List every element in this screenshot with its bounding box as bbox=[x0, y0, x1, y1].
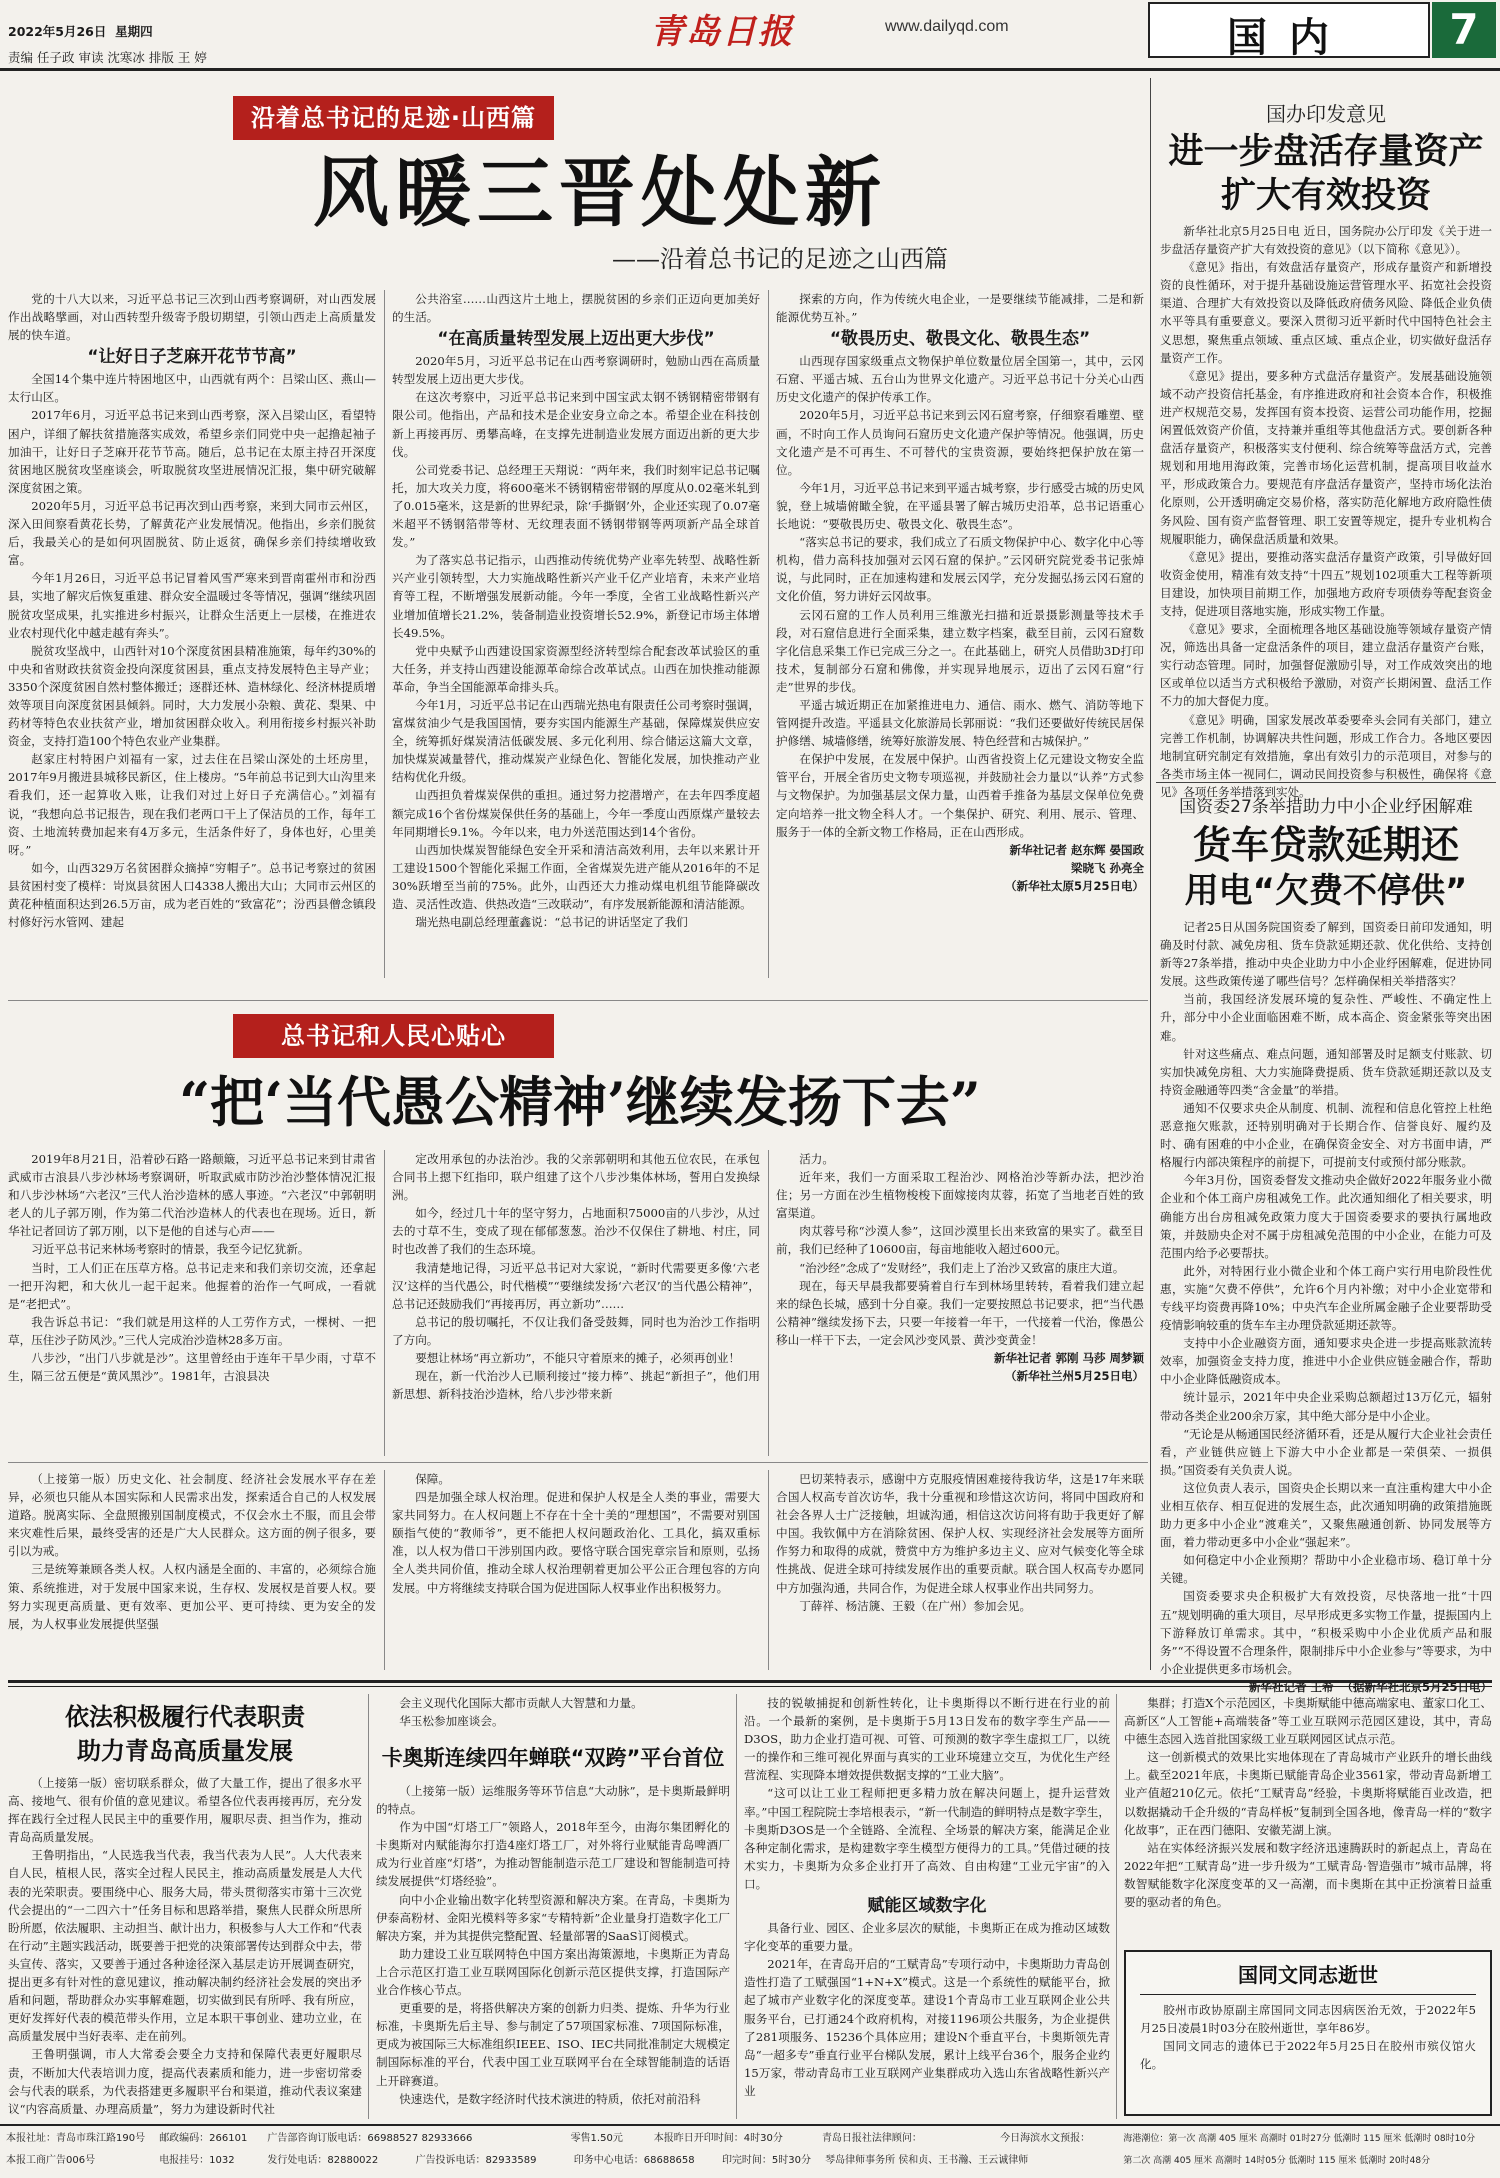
cont-c3-p1: 丁薛祥、杨洁篪、王毅（在广州）参加会见。 bbox=[799, 1598, 1032, 1613]
footer-address: 本报社址：青岛市珠江路190号 bbox=[6, 2133, 146, 2144]
l2-subhead: 赋能区域数字化 bbox=[867, 1896, 987, 1917]
feature2-headline: “把‘当代愚公精神’继续发扬下去” bbox=[179, 1070, 981, 1134]
lead-c1-p0: 党的十八大以来，习近平总书记三次到山西考察调研，对山西发展作出战略擘画，对山西转型升级寄予殷切期望，引领山西走上高质量发展的快车道。 bbox=[8, 292, 376, 343]
rm-p0: 记者25日从国务院国资委了解到，国资委日前印发通知，明确及时付款、减免房租、货车贷款延期还款、优化供给、支持创新等27条举措，推动中央企业助力中小企业纾困解难，促进协同发展。这些政策传递了哪些信号？怎样确保相关举措落实？ bbox=[1160, 920, 1492, 989]
lead-byline: 新华社记者 赵东辉 晏国政 bbox=[1009, 842, 1144, 857]
right-mid-kicker: 国资委27条举措助力中小企业纾困解难 bbox=[1179, 797, 1473, 817]
right-mid-headline-2: 用电“欠费不停供” bbox=[1184, 871, 1468, 911]
lead-subhead-3: “敬畏历史、敬畏文化、敬畏生态” bbox=[829, 329, 1091, 350]
l2-c3-p0: 集群；打造X个示范园区，卡奥斯赋能中德高端家电、董家口化工、高新区“人工智能+高端装备”等工业互联网示范园区建设，其中，青岛中德生态园入选首批国家级工业互联网园区试点示范。 bbox=[1124, 1696, 1492, 1747]
right-top-headline-2: 扩大有效投资 bbox=[1220, 176, 1431, 216]
lead-col1 bbox=[8, 290, 376, 978]
l2-c2-p3: 具备行业、园区、企业多层次的赋能，卡奥斯正在成为推动区域数字化变革的重要力量。 bbox=[744, 1921, 1110, 1954]
rm-p2: 针对这些痛点、难点问题，通知部署及时足额支付账款、切实加快减免房租、大力实施降费提质、货车贷款延期还款以及支持资金融通等四类“含金量”的举措。 bbox=[1160, 1046, 1492, 1097]
cont-c2-p1: 四是加强全球人权治理。促进和保护人权是全人类的事业，需要大家共同努力。在人权问题上不存在十全十美的“理想国”，不需要对别国颐指气使的“教师爷”，更不能把人权问题政治化、工具化，搞双重标准，以人权为借口干涉别国内政。要恪守联合国宪章宗旨和原则，弘扬全人类共同价值，推动全球人权治理朝着更加公平公正合理包容的方向发展。中方将继续支持联合国为促进国际人权事业作出积极努力。 bbox=[392, 1490, 760, 1595]
f2-c2-p5: 现在，新一代治沙人已顺利接过“接力棒”、挑起“新担子”，他们用新思想、新科技治沙造林，给八步沙带来新 bbox=[392, 1369, 760, 1402]
section-divider bbox=[8, 1000, 1148, 1001]
footer-postcode: 邮政编码：266101 bbox=[159, 2133, 248, 2144]
section-box bbox=[1148, 2, 1430, 61]
l2-c1-p1: 作为中国“灯塔工厂”领路人，2018年至今，由海尔集团孵化的卡奥斯对内赋能海尔打造4座灯塔工厂，对外将行业赋能青岛啤酒厂成为行业首座“灯塔”，为推动智能制造示范工厂建设和智能制造可持续发展提供“灯塔经验”。 bbox=[376, 1820, 730, 1889]
lead-c3-p0: 探索的方向，作为传统火电企业，一是要继续节能减排，二是和新能源优势互补。” bbox=[776, 292, 1144, 325]
footer-print-end: 印完时间：5时30分 bbox=[721, 2155, 812, 2166]
rm-p10: 如何稳定中小企业预期？帮助中小企业稳市场、稳订单十分关键。 bbox=[1160, 1553, 1492, 1586]
rt-p2: 《意见》提出，要多种方式盘活存量资产。发展基础设施领域不动产投资信托基金，有序推进政府和社会资本合作，积极推进产权规范交易，发挥国有资本投资、运营公司功能作用，挖掘闲置低效资产价值，支持兼并重组等其他盘活方式。要创新各种盘活存量资产，积极落实支付便利、综合统筹等盘活方式，完善规划和用地用海政策，完善市场化运营机制，提高项目收益水平，形成政策合力。要规范有序盘活存量资产，坚持市场化法治化原则，公开透明确定交易价格，落实防范化解地方政府隐性债务风险、国有资产监督管理、职工安置等规定，提升专业机构合规履职能力，确保盘活质量和效果。 bbox=[1160, 368, 1492, 546]
l2-c3-p2: 站在实体经济振兴发展和数字经济迅速腾跃时的新起点上，青岛在2022年把“工赋青岛”进一步升级为“工赋青岛·智造强市”城市品牌，将数智赋能数字化深度变革的又一高潮，而卡奥斯在其中正扮演着日益重要的驱动者的角色。 bbox=[1124, 1840, 1492, 1910]
f2-c2-p1: 如今，经过几十年的坚守努力，占地面积75000亩的八步沙，从过去的寸草不生，变成了现在郁郁葱葱。治沙不仅保住了耕地、村庄，同时也改善了我们的生态环境。 bbox=[392, 1206, 760, 1257]
lead-c3-p2: 山西现存国家级重点文物保护单位数量位居全国第一，其中，云冈石窟、平遥古城、五台山为世界文化遗产。习近平总书记十分关心山西历史文化遗产的保护传承工作。 bbox=[776, 354, 1144, 405]
f2-c3-p4: 现在，每天早晨我都要骑着自行车到林场里转转，看着我们建立起来的绿色长城，感到十分自豪。我们一定要按照总书记要求，把“当代愚公精神”继续发扬下去，只要一年接着一年干，一代接着一代治，像愚公移山一样干下去，一定会风沙变风景、黄沙变黄金！ bbox=[776, 1278, 1144, 1347]
f2-c2-p2: 我清楚地记得，习近平总书记对大家说，“新时代需要更多像‘六老汉’这样的当代愚公，时代楷模”“要继续发扬‘六老汉’的当代愚公精神”，总书记还鼓励我们“再接再厉，再立新功”…… bbox=[392, 1260, 760, 1311]
cont-col3 bbox=[776, 1470, 1144, 1670]
feature2-band: 总书记和人民心贴心 bbox=[233, 1014, 554, 1058]
section-divider bbox=[8, 1462, 1148, 1463]
right-top-body bbox=[1160, 222, 1492, 799]
f2-c2-p0: 定改用承包的办法治沙。我的父亲郭朝明和其他五位农民，在承包合同书上摁下红指印，联户组建了这个八步沙集体林场，誓用白发换绿洲。 bbox=[392, 1152, 760, 1203]
lead-c1-p2: 全国14个集中连片特困地区中，山西就有两个：吕梁山区、燕山—太行山区。 bbox=[8, 372, 376, 405]
rm-p8: “无论是从畅通国民经济循环看，还是从履行大企业社会责任看，产业链供应链上下游大中小企业都是一荣俱荣、一损俱损。”国资委有关负责人说。 bbox=[1160, 1426, 1492, 1477]
rm-p4: 今年3月份，国资委督发文推动央企做好2022年服务业小微企业和个体工商户房租减免工作。此次通知细化了相关要求，明确能方出台房租减免政策力度大于国资委要求的要执行属地政策，并鼓励央企对不属于房租减免范围的中小企业，在能力可及范围内给予必要帮扶。 bbox=[1160, 1173, 1492, 1260]
lead-c2-p6: 党中央赋予山西建设国家资源型经济转型综合配套改革试验区的重大任务，并支持山西建设能源革命综合改革试点。山西在加快推动能源革命，争当全国能源革命排头兵。 bbox=[392, 643, 760, 694]
lead-c2-p7: 今年1月，习近平总书记在山西瑞光热电有限责任公司考察时强调，富煤贫油少气是我国国情，要夯实国内能源生产基础，保障煤炭供应安全，统筹抓好煤炭清洁低碳发展、多元化利用、综合储运这篇大文章，加快煤炭减量替代，推动煤炭产业绿色化、智能化发展，加快推动产业结构优化升级。 bbox=[392, 697, 760, 785]
footer-rule bbox=[0, 2124, 1500, 2126]
col-divider bbox=[736, 1694, 737, 2119]
obituary-body bbox=[1126, 2001, 1490, 2073]
rt-p3: 《意见》提出，要推动落实盘活存量资产政策，引导做好回收资金使用，精准有效支持“十四五”规划102项重大工程等新项目建设，加快项目前期工作，加强地方政府专项债券等配套资金支持，促进项目落地实施，形成实物工作量。 bbox=[1160, 549, 1492, 618]
footer-row-2 bbox=[6, 2154, 1496, 2172]
footer-complaint: 广告投诉电话：82933589 bbox=[415, 2155, 537, 2166]
cont-c1-p1: 三是统筹兼顾各类人权。人权内涵是全面的、丰富的，必须综合施策、系统推进，对于发展中国家来说，生存权、发展权是首要人权。要努力实现更高质量、更有效率、更加公平、更可持续、更为安全的发展，为人权事业发展提供坚强 bbox=[8, 1562, 376, 1631]
f2-c1-p3: 我告诉总书记：“我们就是用这样的人工劳作方式，一棵树、一把草，压住沙子防风沙。”三代人完成治沙造林28多万亩。 bbox=[8, 1314, 376, 1347]
right-mid-body bbox=[1160, 918, 1492, 1676]
rm-p7: 统计显示，2021年中央企业采购总额超过13万亿元，辐射带动各类企业200余万家，其中绝大部分是中小企业。 bbox=[1160, 1390, 1492, 1423]
f2-dateline: （新华社兰州5月25日电） bbox=[1004, 1369, 1144, 1384]
cont-c3-p0: 巴切莱特表示，感谢中方克服疫情困难接待我访华，这是17年来联合国人权高专首次访华，我十分重视和珍惜这次访问，将同中国政府和社会各界人士广泛接触，坦诚沟通，相信这次访问将有助于我更好了解中国。我钦佩中方在消除贫困、保护人权、实现经济社会发展等方面所作努力和取得的成就，赞赏中方为维护多边主义、应对气候变化等全球性挑战、促进全球可持续发展作出的重要贡献。联合国人权高专办愿同中方加强沟通，共同合作，为促进全球人权事业作出共同努力。 bbox=[776, 1472, 1144, 1595]
right-column-divider bbox=[1150, 78, 1151, 1670]
local1-continued bbox=[376, 1694, 730, 1734]
lead-c3-p7: 平遥古城近期正在加紧推进电力、通信、雨水、燃气、消防等地下管网提升改造。平遥县文化旅游局长郭丽说：“我们还要做好传统民居保护修缮、城墙修缮，统筹好旅游发展、特色经营和古城保护。” bbox=[776, 697, 1144, 749]
right-mid-headline-1: 货车贷款延期还 bbox=[1192, 823, 1459, 867]
local2-col2 bbox=[744, 1694, 1110, 2119]
footer-license: 本报工商广告006号 bbox=[6, 2155, 96, 2166]
lead-col2 bbox=[392, 290, 760, 978]
f2-c1-p4: 八步沙，“出门八步就是沙”。这里曾经由于连年干旱少雨，寸草不生，隔三岔五便是“黄风黑沙”。1981年，古浪县决 bbox=[8, 1351, 376, 1384]
l1-cont-p0: 会主义现代化国际大都市贡献人大智慧和力量。 bbox=[399, 1696, 643, 1710]
footer-lawyers: 琴岛律师事务所 侯和贞、王书瀚、王云诚律师 bbox=[825, 2155, 1029, 2166]
obit-p0: 胶州市政协原副主席国同文同志因病医治无效，于2022年5月25日凌晨1时03分在胶州逝世，享年86岁。 bbox=[1140, 2003, 1476, 2036]
f2-c3-p3: “治沙经”念成了“发财经”，我们走上了治沙又致富的康庄大道。 bbox=[799, 1260, 1125, 1275]
f2-c2-p4: 要想让林场“再立新功”，不能只守着原来的摊子，必须再创业！ bbox=[415, 1351, 741, 1366]
section-divider bbox=[1156, 782, 1496, 783]
f2-c3-p1: 近年来，我们一方面采取工程治沙、网格治沙等新办法，把沙治住；另一方面在沙生植物梭梭下面嫁接肉苁蓉，拓宽了当地老百姓的致富渠道。 bbox=[776, 1170, 1144, 1221]
footer-price: 零售1.50元 bbox=[570, 2133, 623, 2144]
footer-print-center: 印务中心电话：68688658 bbox=[573, 2155, 695, 2166]
lead-c2-p2: 2020年5月，习近平总书记在山西考察调研时，勉励山西在高质量转型发展上迈出更大步伐。 bbox=[392, 354, 760, 387]
page-number-box bbox=[1432, 2, 1496, 58]
local-news-rule-thin bbox=[8, 1686, 1492, 1687]
obituary-title: 国同文同志逝世 bbox=[1238, 1963, 1378, 1987]
rt-p4: 《意见》要求，全面梳理各地区基础设施等领域存量资产情况，筛选出具备一定盘活条件的项目，建立盘活存量资产台账，实行动态管理。同时，加强督促激励引导，对工作成效突出的地区或单位以适当方式积极给予激励，对资产长期闲置、盘活工作不力的加大督促力度。 bbox=[1160, 622, 1492, 709]
l1-p0: （上接第一版）密切联系群众，做了大量工作，提出了很多水平高、接地气、很有价值的意见建议。希望各位代表再接再厉，充分发挥在践行全过程人民民主中的重要作用，履职尽责、担当作为，推动青岛高质量发展。 bbox=[8, 1776, 362, 1845]
l2-c2-p4: 2021年，在青岛开启的“工赋青岛”专项行动中，卡奥斯助力青岛创造性打造了工赋强国“1+N+X”模式。这是一个系统性的赋能平台，掀起了城市产业数字化的深度变革。建设1个青岛市工业互联网企业公共服务平台，已打通24个政府机构，对接1196项公共服务，为企业提供了281项服务、15236个具体应用；建设N个垂直平台，卡奥斯领先青岛“一超多专”垂直行业平台梯队发展，累计上线平台36个，服务企业约15万家，带动青岛市工业互联网产业集群成功入选山东省战略性新兴产业 bbox=[744, 1957, 1110, 2098]
website: www.dailyqd.com bbox=[885, 18, 1009, 35]
lead-c2-p3: 在这次考察中，习近平总书记来到中国宝武太钢不锈钢精密带钢有限公司。他指出，产品和技术是企业安身立命之本。希望企业在科技创新上再接再厉、勇攀高峰，在支撑先进制造业发展方面迈出新的更大步伐。 bbox=[392, 390, 760, 459]
f2-byline: 新华社记者 郭刚 马莎 周梦颖 bbox=[993, 1351, 1144, 1366]
rm-p5: 此外，对特困行业小微企业和个体工商户实行用电阶段性优惠，实施“欠费不停供”，允许6个月内补缴；对中小企业宽带和专线平均资费再降10%；中央汽车企业所属金融子企业要帮助受疫情影响较重的货车车主办理贷款延期还款等。 bbox=[1160, 1263, 1492, 1333]
cont-col1 bbox=[8, 1470, 376, 1670]
lead-headline: 风暖三晋处处新 bbox=[313, 148, 887, 237]
l1-p2: 王鲁明强调，市人大常委会要全力支持和保障代表更好履职尽责，不断加大代表培训力度，提高代表素质和能力，进一步密切常委会与代表的联系，为代表搭建更多履职平台和渠道，推动代表议案建议“内容高质量、办理高质量”，努力为建设新时代社 bbox=[8, 2047, 362, 2116]
l2-c1-p2: 向中小企业输出数字化转型资源和解决方案。在青岛，卡奥斯为伊泰高粉材、金阳光模料等多家“专精特新”企业量身打造数字化工厂解决方案，并为其提供完整配置、轻量部署的SaaS订阅模式。 bbox=[376, 1892, 730, 1943]
rt-p0: 新华社北京5月25日电 近日，国务院办公厅印发《关于进一步盘活存量资产扩大有效投资的意见》（以下简称《意见》）。 bbox=[1160, 224, 1492, 257]
right-top-kicker: 国办印发意见 bbox=[1266, 102, 1386, 126]
rm-p11: 国资委要求央企积极扩大有效投资，尽快落地一批“十四五”规划明确的重大项目，尽早形成更多实物工作量，提振国内上下游释放订单需求。其中，“积极采购中小企业优质产品和服务”“不得设置不合理条件，限制排斥中小企业参与”等要求，为中小企业提供更多市场机会。 bbox=[1160, 1589, 1492, 1676]
lead-c2-p10: 瑞光热电副总经理董鑫说：“总书记的讲话坚定了我们 bbox=[415, 915, 688, 930]
rm-p9: 这位负责人表示，国资央企长期以来一直注重构建大中小企业相互依存、相互促进的发展生态，此次通知明确的政策措施既助力更多中小企业“渡难关”，又聚焦融通创新、协同发展等方面，着力带动更多中小企业“强起来”。 bbox=[1160, 1480, 1492, 1550]
l2-c1-p3: 助力建设工业互联网特色中国方案出海策源地，卡奥斯正为青岛上合示范区打造工业互联网国际化创新示范区提供支撑，打造国际产业合作核心节点。 bbox=[376, 1946, 730, 1998]
lead-c3-p8: 在保护中发展，在发展中保护。山西省投资上亿元建设文物安全监管平台，开展全省历史文物专项巡视，并鼓励社会力量以“认养”方式参与文物保护。为加强基层文保力量，山西着手推备为基层文保单位免费定向培养一批文物全科人才。一个集保护、研究、利用、展示、管理、服务于一体的全新文物工作格局，正在山西形成。 bbox=[776, 752, 1144, 839]
lead-c2-p0: 公共浴室……山西这片土地上，摆脱贫困的乡亲们正迈向更加美好的生活。 bbox=[392, 292, 760, 325]
col-divider bbox=[1116, 1694, 1117, 2119]
cont-col2 bbox=[392, 1470, 760, 1670]
local1-headline-2: 助力青岛高质量发展 bbox=[77, 1737, 293, 1765]
lead-subhead-1: “让好日子芝麻开花节节高” bbox=[87, 347, 297, 368]
section-title: 国内 bbox=[1227, 14, 1351, 61]
right-top-headline-1: 进一步盘活存量资产 bbox=[1168, 132, 1484, 172]
paper-logo: 青岛日报 bbox=[650, 12, 794, 52]
col-divider bbox=[768, 1150, 769, 1456]
feature2-col1 bbox=[8, 1150, 376, 1456]
lead-c1-p5: 今年1月26日，习近平总书记冒着风雪严寒来到晋南霍州市和汾西县，实地了解灾后恢复重建、群众安全温暖过冬等情况，强调“继续巩固脱贫攻坚成果，扎实推进乡村振兴，让群众生活更上一层楼，在推进农业农村现代化中越走越有奔头”。 bbox=[8, 571, 376, 640]
feature2-col3 bbox=[776, 1150, 1144, 1456]
local1-headline-1: 依法积极履行代表职责 bbox=[65, 1703, 305, 1731]
lead-subhead-2: “在高质量转型发展上迈出更大步伐” bbox=[437, 329, 715, 350]
l2-c1-p0: （上接第一版）运维服务等环节信息“大动脉”，是卡奥斯最鲜明的特点。 bbox=[376, 1784, 730, 1817]
lead-c3-p5: “落实总书记的要求，我们成立了石质文物保护中心、数字化中心等机构，借力高科技加强对云冈石窟的保护。”云冈研究院党委书记张焯说，与此同时，正在加速构建和发展云冈学，充分发掘弘扬云冈石窟的文化价值，努力讲好云冈故事。 bbox=[776, 535, 1144, 604]
lead-c1-p6: 脱贫攻坚战中，山西针对10个深度贫困县精准施策，每年约30%的中央和省财政扶贫资金投向深度贫困县，重点支持发展特色主导产业；3350个深度贫困自然村整体搬迁；逐群还林、造林绿化、经济林提质增效等项目向深度贫困县倾斜。同时，大力发展小杂粮、黄花、梨果、中药材等特色农业扶贫产业，增加贫困群众收入。利用衔接乡村振兴补助资金，支持打造100个特色农业产业集群。 bbox=[8, 643, 376, 749]
col-divider bbox=[384, 290, 385, 978]
cont-c1-p0: （上接第一版）历史文化、社会制度、经济社会发展水平存在差异，必须也只能从本国实际和人民需求出发，探索适合自己的人权发展道路。脱离实际、全盘照搬别国制度模式，不仅会水土不服，而且会带来灾难性后果，最终受害的还是广大人民群众。这方面的例子很多，要引以为戒。 bbox=[8, 1472, 376, 1559]
page-number: 7 bbox=[1449, 5, 1479, 54]
lead-c1-p3: 2017年6月，习近平总书记来到山西考察，深入吕梁山区，看望特困户，详细了解扶贫措施落实成效，希望乡亲们同党中央一起撸起袖子加油干，让好日子芝麻开花节节高。随后，总书记在太原主持召开深度贫困地区脱贫攻坚座谈会，听取脱贫攻坚进展情况汇报，集中研究破解深度贫困之策。 bbox=[8, 408, 376, 495]
local1-body bbox=[8, 1774, 362, 2119]
footer-legal-label: 青岛日报社法律顾问： bbox=[821, 2133, 922, 2144]
l2-c3-p1: 这一创新模式的效果比实地体现在了青岛城市产业跃升的增长曲线上。截至2021年底，卡奥斯已赋能青岛企业3561家，带动青岛新增工业产值超210亿元。依托“工赋青岛”经验，卡奥斯将赋能百业改造，把以数据撬动千企升级的“青岛样板”复制到全国各地，像青岛一样的“数字化故事”，正在西门德阳、安徽芜湖上演。 bbox=[1124, 1750, 1492, 1837]
rm-p6: 支持中小企业融资方面，通知要求央企进一步提高账款流转效率，加强资金支持力度，推进中小企业供应链金融合作，帮助中小企业降低融资成本。 bbox=[1160, 1336, 1492, 1387]
l2-c1-p5: 快速迭代，是数字经济时代技术演进的特质，依托对前沿科 bbox=[399, 2091, 701, 2106]
local2-col3 bbox=[1124, 1694, 1492, 1934]
l1-p1: 王鲁明指出，“人民选我当代表，我当代表为人民”。人大代表来自人民，植根人民，落实全过程人民民主，推动高质量发展是人大代表的光荣职责。要围绕中心、服务大局，带头贯彻落实市第十三次党代会提出的“一二四六十”任务目标和思路举措，聚焦人民群众所思所盼所愿，依法履职、主动担当、献计出力，积极参与人大工作和“代表在行动”主题实践活动，既要善于把党的决策部署传达到群众中去，带头宣传、落实，又要善于通过各种途径深入基层走访开展调查研究，提出更多有针对性的意见建议，推动解决制约经济社会发展的突出矛盾和问题，帮助群众办实事解难题，切实做到民有所呼、我有所应，更好发挥好代表的模范带头作用，立足本职干事创业、建功立业，在高质量发展中当好表率、走在前列。 bbox=[8, 1848, 362, 2044]
rt-p5: 《意见》明确，国家发展改革委要牵头会同有关部门，建立完善工作机制，协调解决共性问题，形成工作合力。各地区要因地制宜研究制定有效措施，拿出有效引力的示范项目，对参与的各类市场主体一视同仁，调动民间投资参与积极性，确保将《意见》各项任务举措落到实处。 bbox=[1160, 712, 1492, 799]
obit-p1: 国同文同志的遗体已于2022年5月25日在胶州市殡仪馆火化。 bbox=[1140, 2039, 1476, 2072]
footer-row-1 bbox=[6, 2132, 1496, 2150]
date-line: 2022年5月26日 星期四 bbox=[8, 24, 153, 39]
cont-c2-p0: 保障。 bbox=[415, 1472, 450, 1486]
f2-c3-p2: 肉苁蓉号称“沙漠人参”，这回沙漠里长出来致富的果实了。截至目前，我们已经种了10600亩，每亩地能收入超过600元。 bbox=[776, 1224, 1144, 1257]
footer-ad-phone: 广告部咨询订版电话：66988527 82933666 bbox=[267, 2133, 473, 2144]
rm-p3: 通知不仅要求央企从制度、机制、流程和信息化管控上杜绝恶意拖欠账款，还特别明确对于长期合作、信誉良好、履约及时、确有困难的中小企业，在确保资金安全、对方书面申请，严格履行内部决策程序的前提下，可提前支付或预付部分账款。 bbox=[1160, 1100, 1492, 1170]
col-divider bbox=[384, 1470, 385, 1670]
lead-c2-p8: 山西担负着煤炭保供的重担。通过努力挖潜增产，在去年四季度超额完成16个省份煤炭保供任务的基础上，今年一季度山西原煤产量较去年同期增长9.1%。今年以来，电力外送范围达到14个省份。 bbox=[392, 788, 760, 839]
lead-c2-p9: 山西加快煤炭智能绿色安全开采和清洁高效利用，去年以来累计开工建设1500个智能化采掘工作面，全省煤炭先进产能从2016年的不足30%跃增至当前的75%。此外，山西还大力推动煤电机组节能降碳改造、灵活性改造、供热改造“三改联动”，有序发展新能源和清洁能源。 bbox=[392, 842, 760, 911]
lead-c2-p5: 为了落实总书记指示，山西推动传统优势产业率先转型、战略性新兴产业引领转型，大力实施战略性新兴产业千亿产业培育，未来产业培育等工程，不断增强发展新动能。今年一季度，全省工业战略性新兴产业增加值增长21.2%，装备制造业投资增长52.9%，新登记市场主体增长49.5%。 bbox=[392, 553, 760, 640]
footer-tide-2: 第二次 高潮 405 厘米 高潮时 14时05分 低潮时 115 厘米 低潮时 20时48分 bbox=[1123, 2156, 1431, 2166]
lead-col3 bbox=[776, 290, 1144, 978]
lead-c3-p3: 2020年5月，习近平总书记来到云冈石窟考察，仔细察看雕塑、壁画，不时向工作人员询问石窟历史文化遗产保护等情况。他强调，历史文化遗产是不可再生、不可替代的宝贵资源，要始终把保护放在第一位。 bbox=[776, 408, 1144, 477]
l2-c1-p4: 更重要的是，将搭供解决方案的创新力归类、提炼、升华为行业标准，卡奥斯先后主导、参与制定了57项国家标准、7项国际标准，更成为被国际三大标准组织IEEE、ISO、IEC共同批准制定大规模定制国际标准的平台，代表中国工业互联网平台在全球智能制造的话语上开辟赛道。 bbox=[376, 2001, 730, 2088]
l2-c2-p1: “这可以让工业工程师把更多精力放在解决问题上，提升运营效率。”中国工程院院士李培根表示，“新一代制造的鲜明特点是数字孪生，卡奥斯D3OS是一个全链路、全流程、全场景的解决方案，能满足企业各种定制化需求，是构建数字孪生模型方便得力的工具。”凭借过硬的技术实力，卡奥斯为众多企业打开了高效、自由构建“工业元宇宙”的入口。 bbox=[744, 1786, 1110, 1891]
footer-telegraph: 电报挂号：1032 bbox=[159, 2155, 235, 2166]
col-divider bbox=[768, 1470, 769, 1670]
lead-c3-p6: 云冈石窟的工作人员利用三维激光扫描和近景摄影测量等技术手段，对石窟信息进行全面采集，建立数字档案，截至目前，云冈石窟数字化信息采集工作已完成三分之一。在此基础上，研究人员借助3D打印技术，复制部分石窟和佛像，并实现异地展示，迈出了云冈石窟“行走”世界的步伐。 bbox=[776, 607, 1144, 694]
lead-byline-2: 梁晓飞 孙亮全 bbox=[1070, 860, 1144, 875]
staff-line: 责编 任子政 审读 沈寒冰 排版 王 婷 bbox=[8, 50, 207, 65]
l1-cont-p1: 华玉松参加座谈会。 bbox=[399, 1714, 504, 1729]
rt-p1: 《意见》指出，有效盘活存量资产，形成存量资产和新增投资的良性循环，对于提升基础设施运营管理水平、拓宽社会投资渠道、合理扩大有效投资以及降低政府债务风险、降低企业负债水平等具有重要意义。要深入贯彻习近平新时代中国特色社会主义思想，聚焦重点领域、重点区域、重点企业，切实做好盘活存量资产工作。 bbox=[1160, 260, 1492, 365]
lead-dateline: （新华社太原5月25日电） bbox=[1004, 878, 1144, 893]
footer-tide-1: 海港潮位：第一次 高潮 405 厘米 高潮时 01时27分 低潮时 115 厘米 低潮时 08时10分 bbox=[1123, 2134, 1476, 2144]
masthead-rule bbox=[0, 68, 1500, 71]
f2-c2-p3: 总书记的殷切嘱托，不仅让我们备受鼓舞，同时也为治沙工作指明了方向。 bbox=[392, 1314, 760, 1347]
local-news-rule bbox=[8, 1680, 1492, 1683]
feature2-col2 bbox=[392, 1150, 760, 1456]
l2-c2-p0: 技的锐敏捕捉和创新性转化，让卡奥斯得以不断行进在行业的前沿。一个最新的案例，是卡奥斯于5月13日发布的数字孪生产品——D3OS，助力企业打造可视、可管、可预测的数字孪生虚拟工厂，以统一的操作和三维可视化界面与真实的工业环境建立交互，为优化生产经营流程、实现降本增效提供数据支撑的“工业大脑”。 bbox=[744, 1696, 1110, 1783]
col-divider bbox=[368, 1694, 369, 2119]
lead-c1-p7: 赵家庄村特困户刘福有一家，过去住在吕梁山深处的土坯房里，2017年9月搬进县城移民新区，住上楼房。“5年前总书记到大山沟里来看我们，还一起算收入账，让我们对过上好日子充满信心。”刘福有说，“我想向总书记报告，现在我们老两口干上了保洁员的工作，每年工资、土地流转费加起来有4万多元，生活条件好了，身体也好，心里美呀。” bbox=[8, 752, 376, 857]
lead-band: 沿着总书记的足迹·山西篇 bbox=[233, 96, 554, 140]
local2-headline: 卡奥斯连续四年蝉联“双跨”平台首位 bbox=[381, 1746, 725, 1770]
lead-subhead: ——沿着总书记的足迹之山西篇 bbox=[612, 245, 948, 273]
lead-c2-p4: 公司党委书记、总经理王天翔说：“两年来，我们时刻牢记总书记嘱托，加大攻关力度，将600毫米不锈钢精密带钢的厚度从0.02毫米轧到了0.015毫米，这是新的世界纪录，除‘手撕钢’外，企业还实现了0.07毫米超平不锈钢箔带等材、无纹理表面不锈钢带钢等两项新产品全球首发。” bbox=[392, 462, 760, 550]
rm-p1: 当前，我国经济发展环境的复杂性、严峻性、不确定性上升，部分中小企业面临困难不断，成本高企、资金紧张等突出困难。 bbox=[1160, 992, 1492, 1043]
lead-c3-p4: 今年1月，习近平总书记来到平遥古城考察，步行感受古城的历史风貌，登上城墙俯瞰全貌，在平遥县署了解古城历史沿革，总书记语重心长地说：“要敬畏历史、敬畏文化、敬畏生态”。 bbox=[776, 480, 1144, 532]
col-divider bbox=[384, 1150, 385, 1456]
f2-c3-p0: 活力。 bbox=[799, 1152, 834, 1166]
footer-tide-label: 今日海滨水文预报： bbox=[1000, 2133, 1091, 2144]
f2-c1-p1: 习近平总书记来林场考察时的情景，我至今记忆犹新。 bbox=[31, 1242, 310, 1257]
col-divider bbox=[768, 290, 769, 978]
f2-c1-p2: 当时，工人们正在压草方格。总书记走来和我们亲切交流，还拿起一把开沟耙，和大伙儿一起干起来。他握着的治作一气呵成，一看就是“老把式”。 bbox=[8, 1260, 376, 1311]
footer-distribution: 发行处电话：82880022 bbox=[267, 2155, 379, 2166]
local2-col1 bbox=[376, 1782, 730, 2119]
masthead bbox=[0, 0, 1500, 78]
footer-print-start: 本报昨日开印时间：4时30分 bbox=[653, 2133, 783, 2144]
f2-c1-p0: 2019年8月21日，沿着砂石路一路颠簸，习近平总书记来到甘肃省武威市古浪县八步沙林场考察调研，听取武威市防沙治沙整体情况汇报和八步沙林场“六老汉”三代人治沙造林的感人事迹。“六老汉”中郭朝明老人的儿子郭万刚，作为第二代治沙造林人的代表也在现场。近日，新华社记者回访了郭万刚，以下是他的自述与心声—— bbox=[8, 1152, 376, 1239]
lead-c1-p4: 2020年5月，习近平总书记再次到山西考察，来到大同市云州区，深入田间察看黄花长势，了解黄花产业发展情况。他指出，乡亲们脱贫后，我最关心的是如何巩固脱贫、防止返贫，确保乡亲们持续增收致富。 bbox=[8, 498, 376, 568]
lead-c1-p8: 如今，山西329万名贫困群众摘掉“穷帽子”。总书记考察过的贫困县贫困村变了模样：岢岚县贫困人口4338人搬出大山；大同市云州区的黄花种植面积达到26.5万亩，成为老百姓的“致富花”；汾西县僧念镇段村修好污水管网、建起 bbox=[8, 860, 376, 930]
obituary-box bbox=[1124, 1950, 1492, 2116]
